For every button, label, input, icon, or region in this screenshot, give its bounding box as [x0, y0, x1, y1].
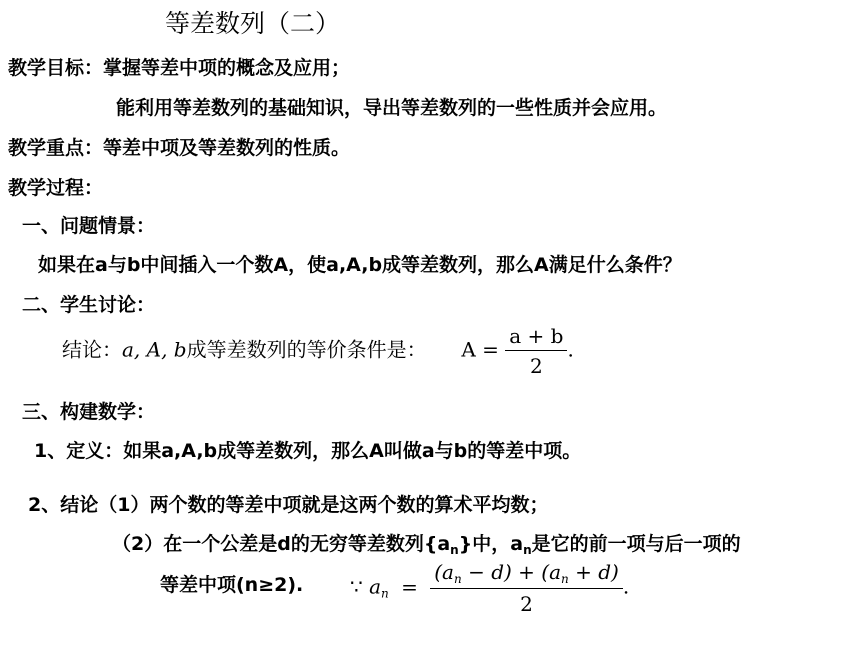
goals-text-1: 掌握等差中项的概念及应用；	[103, 57, 351, 79]
key-points-text: 等差中项及等差数列的性质。	[103, 137, 351, 159]
conclusion-prefix: 结论：	[62, 337, 122, 362]
section1-question: 如果在a与b中间插入一个数A，使a,A,b成等差数列，那么A满足什么条件？	[38, 254, 682, 276]
section3-conclusion-2: （2）在一个公差是d的无穷等差数列$\{a_n\}$中，$a_n$是它的前一项与后一项的	[112, 533, 741, 557]
goals-line-2: 能利用等差数列的基础知识，导出等差数列的一些性质并会应用。	[116, 97, 668, 119]
because-symbol: ∵	[350, 574, 363, 599]
mean-fraction	[430, 560, 623, 616]
page-title: 等差数列（二）	[165, 9, 341, 38]
arithmetic-mean-formula: ∵ $a_n$ = $\frac{(a_n - d) + (a_n + d)}{2}$ .	[350, 560, 630, 616]
section1-heading: 一、问题情景：	[22, 215, 156, 237]
goals-label: 教学目标：	[8, 57, 104, 79]
process-label: 教学过程：	[8, 177, 104, 199]
section3-conclusion-1: 2、结论（1）两个数的等差中项就是这两个数的算术平均数；	[28, 494, 549, 516]
goals-line-1	[8, 56, 350, 80]
conclusion-formula	[62, 324, 574, 378]
key-points-label: 教学重点：	[8, 137, 104, 159]
formula-numerator: a + b	[505, 324, 567, 351]
section3-heading: 三、构建数学：	[22, 401, 156, 423]
formula-lhs: A =	[461, 337, 499, 362]
conclusion-vars: a, A, b	[122, 337, 187, 362]
formula-fraction	[505, 324, 567, 378]
mean-numerator: $(a_n - d) + (a_n + d)$	[430, 560, 623, 589]
section3-definition: 1、定义：如果a,A,b成等差数列，那么A叫做a与b的等差中项。	[34, 440, 582, 462]
formula-period: .	[567, 337, 574, 362]
conclusion-text: 成等差数列的等价条件是：	[186, 337, 427, 362]
formula-lhs-a: a	[369, 574, 382, 599]
key-points-line	[8, 136, 350, 160]
mean-denominator: 2	[520, 592, 533, 616]
mean-period: .	[622, 574, 630, 599]
formula-denominator: 2	[529, 354, 543, 378]
formula-equals: =	[401, 574, 418, 599]
section2-heading: 二、学生讨论：	[22, 294, 156, 316]
section3-conclusion-3: 等差中项(n≥2).	[160, 574, 304, 596]
